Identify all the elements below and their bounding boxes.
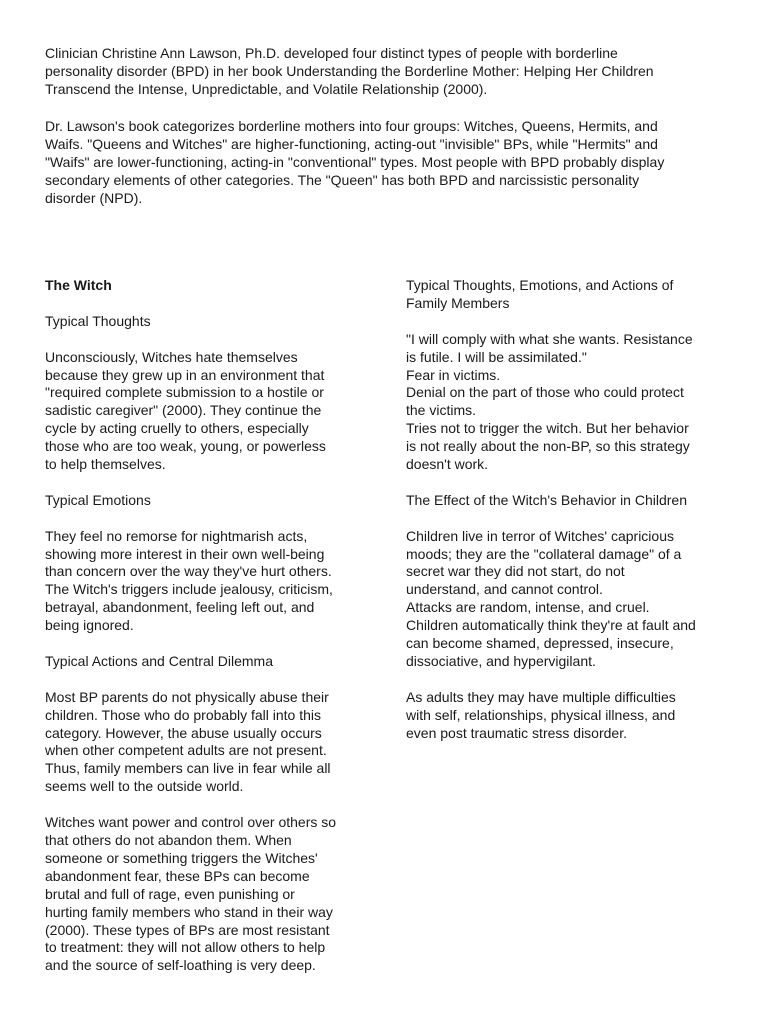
family-line-tries: Tries not to trigger the witch. But her behavior is not really about the non-BP, so this strategy doesn't work. [406,420,690,473]
section-title-witch: The Witch [45,277,112,293]
intro-paragraph-2: Dr. Lawson's book categorizes borderline mothers into four groups: Witches, Queens, Hermits, and Waifs. "Queens and Witches" are higher-functioning, acting-out "invisible" BPs, while "Hermits" and "Waifs" are lower-functioning, acting-in "conventional" types. Most people with BPD probably display secondary elements of other categories. The "Queen" has both BPD and narcissistic personality disorder (NPD). [45,118,665,206]
emotions-heading: Typical Emotions [45,491,151,508]
family-heading: Typical Thoughts, Emotions, and Actions of Family Members [406,277,674,311]
witch-right-column [406,277,736,760]
thoughts-heading: Typical Thoughts [45,312,151,329]
actions-heading: Typical Actions and Central Dilemma [45,652,273,669]
emotions-body: They feel no remorse for nightmarish acts, showing more interest in their own well-being than concern over the way they've hurt others. The Witch's triggers include jealousy, criticism, betrayal, abandonment, feeling left out, and being ignored. [45,527,333,634]
effect-heading: The Effect of the Witch's Behavior in Children [406,491,687,508]
witch-left-column [45,277,375,993]
intro-paragraph-1: Clinician Christine Ann Lawson, Ph.D. developed four distinct types of people with borderline personality disorder (BPD) in her book Understanding the Borderline Mother: Helping Her Children Transcend the Intense, Unpredictable, and Volatile Relationship (2000). [45,45,654,97]
actions-body-2: Witches want power and control over others so that others do not abandon them. When someone or something triggers the Witches' abandonment fear, these BPs can become brutal and full of rage, even punishing or hurting family members who stand in their way (2000). These types of BPs are most resistant to treatment: they will not allow others to help and the source of self-loathing is very deep. [45,814,337,974]
effect-body-3: Children automatically think they're at fault and can become shamed, depressed, insecure, dissociative, and hypervigilant. [406,617,696,669]
family-line-fear: Fear in victims. [406,366,501,383]
actions-body-1: Most BP parents do not physically abuse their children. Those who do probably fall into this category. However, the abuse usually occurs when other competent adults are not present. Thus, family members can live in fear while all seems well to the outside world. [45,688,331,795]
thoughts-body: Unconsciously, Witches hate themselves because they grew up in an environment that "required complete submission to a hostile or sadistic caregiver" (2000). They continue the cycle by acting cruelly to others, especially those who are too weak, young, or powerless to help themselves. [45,348,326,473]
family-line-denial: Denial on the part of those who could protect the victims. [406,384,684,419]
adults-body: As adults they may have multiple difficulties with self, relationships, physical illness, and even post traumatic stress disorder. [406,688,676,741]
effect-body-2: Attacks are random, intense, and cruel. [406,599,650,616]
family-quote: "I will comply with what she wants. Resistance is futile. I will be assimilated." [406,330,693,365]
effect-body-1: Children live in terror of Witches' capricious moods; they are the "collateral damage" of a secret war they did not start, do not understand, and cannot control. [406,527,682,598]
